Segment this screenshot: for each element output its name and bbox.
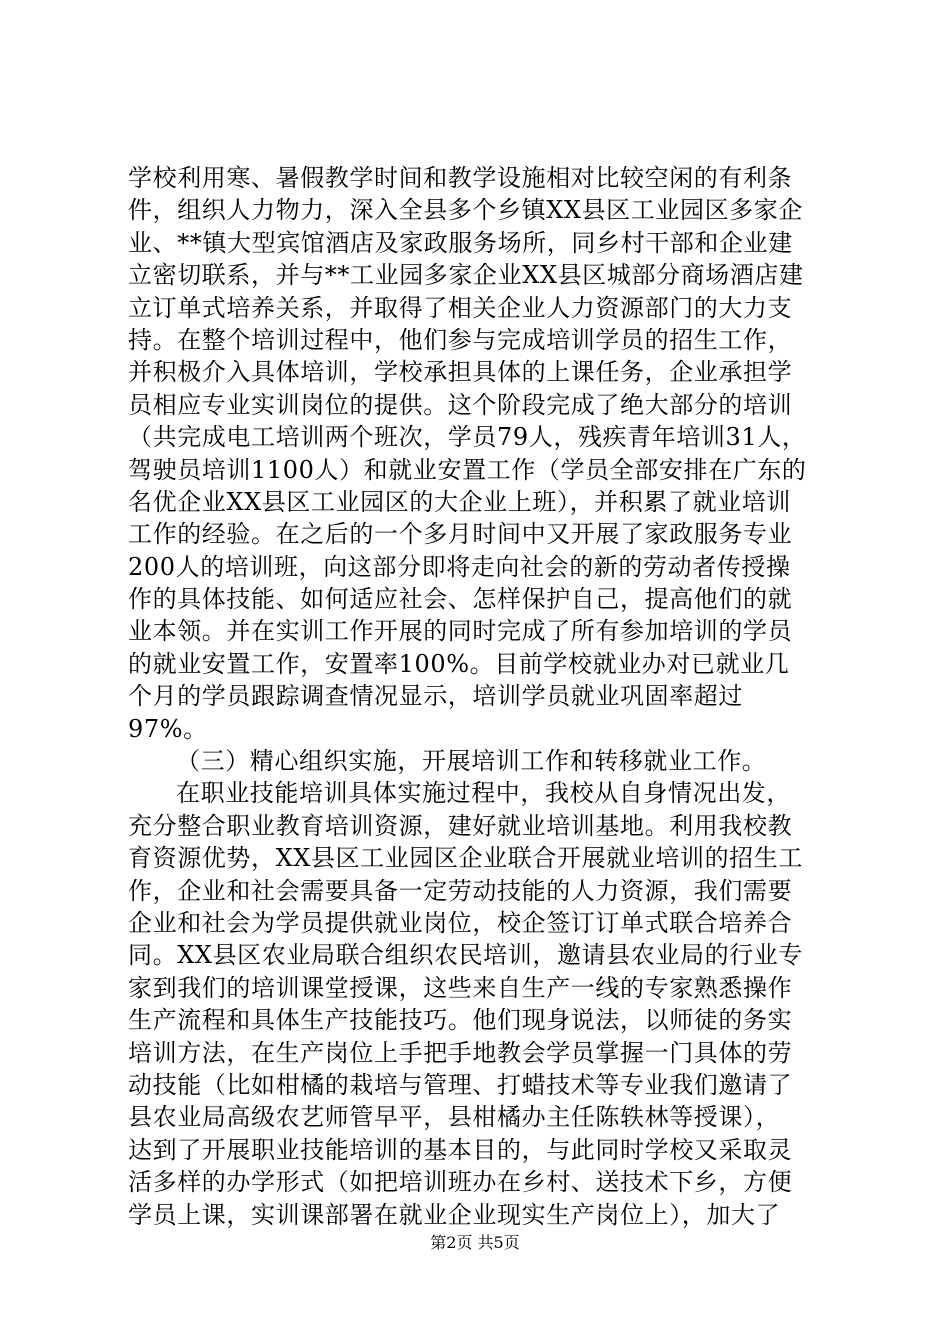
text-line: 个月的学员跟踪调查情况显示，培训学员就业巩固率超过 (128, 682, 743, 711)
text-line: 生产流程和具体生产技能技巧。他们现身说法，以师徒的务实 (128, 1006, 793, 1035)
text-line: 工作的经验。在之后的一个多月时间中又开展了家政服务专业 (128, 520, 793, 549)
text-line: 县农业局高级农艺师管早平，县柑橘办主任陈轶林等授课）， (128, 1103, 781, 1132)
text-line: 200人的培训班，向这部分即将走向社会的新的劳动者传授操 (128, 552, 791, 581)
text-line: 学员上课，实训课部署在就业企业现实生产岗位上），加大了 (128, 1200, 781, 1229)
page-number: 第2页 共5页 (430, 1233, 520, 1252)
document-body (128, 162, 828, 1231)
text-line: 并积极介入具体培训，学校承担具体的上课任务，企业承担学 (128, 358, 793, 387)
text-line: 同。XX县区农业局联合组织农民培训，邀请县农业局的行业专 (128, 941, 803, 970)
text-line: 充分整合职业教育培训资源，建好就业培训基地。利用我校教 (128, 811, 793, 840)
text-line: 驾驶员培训1100人）和就业安置工作（学员全部安排在广东的 (128, 455, 807, 484)
text-line: 业本领。并在实训工作开展的同时完成了所有参加培训的学员 (128, 617, 793, 646)
page-footer (0, 1230, 950, 1253)
text-line: 作的具体技能、如何适应社会、怎样保护自己，提高他们的就 (128, 585, 793, 614)
section-heading: （三）精心组织实施，开展培训工作和转移就业工作。 (176, 747, 767, 776)
text-line: 作，企业和社会需要具备一定劳动技能的人力资源，我们需要 (128, 876, 793, 905)
text-line: 家到我们的培训课堂授课，这些来自生产一线的专家熟悉操作 (128, 973, 793, 1002)
text-line: 立订单式培养关系，并取得了相关企业人力资源部门的大力支 (128, 293, 793, 322)
text-line: 活多样的办学形式（如把培训班办在乡村、送技术下乡，方便 (128, 1168, 793, 1197)
text-line: 名优企业XX县区工业园区的大企业上班），并积累了就业培训 (128, 487, 791, 516)
text-line: 97%。 (128, 714, 208, 743)
text-line: 学校利用寒、暑假教学时间和教学设施相对比较空闲的有利条 (128, 164, 793, 192)
text-line: 动技能（比如柑橘的栽培与管理、打蜡技术等专业我们邀请了 (128, 1070, 793, 1099)
text-line: 育资源优势，XX县区工业园区企业联合开展就业培训的招生工 (128, 844, 803, 873)
text-line: 企业和社会为学员提供就业岗位，校企签订订单式联合培养合 (128, 908, 793, 937)
text-line: 员相应专业实训岗位的提供。这个阶段完成了绝大部分的培训 (128, 390, 793, 419)
text-line: （共完成电工培训两个班次，学员79人，残疾青年培训31人， (128, 423, 807, 452)
text-line: 件，组织人力物力，深入全县多个乡镇XX县区工业园区多家企 (128, 196, 803, 225)
text-line: 在职业技能培训具体实施过程中，我校从自身情况出发， (176, 779, 791, 808)
text-line: 的就业安置工作，安置率100%。目前学校就业办对已就业几 (128, 649, 790, 678)
text-line: 持。在整个培训过程中，他们参与完成培训学员的招生工作， (128, 325, 793, 354)
text-line: 培训方法，在生产岗位上手把手地教会学员掌握一门具体的劳 (128, 1038, 793, 1067)
text-line: 立密切联系，并与**工业园多家企业XX县区城部分商场酒店建 (128, 261, 804, 290)
text-line: 业、**镇大型宾馆酒店及家政服务场所，同乡村干部和企业建 (128, 228, 793, 257)
text-line: 达到了开展职业技能培训的基本目的，与此同时学校又采取灵 (128, 1135, 793, 1164)
